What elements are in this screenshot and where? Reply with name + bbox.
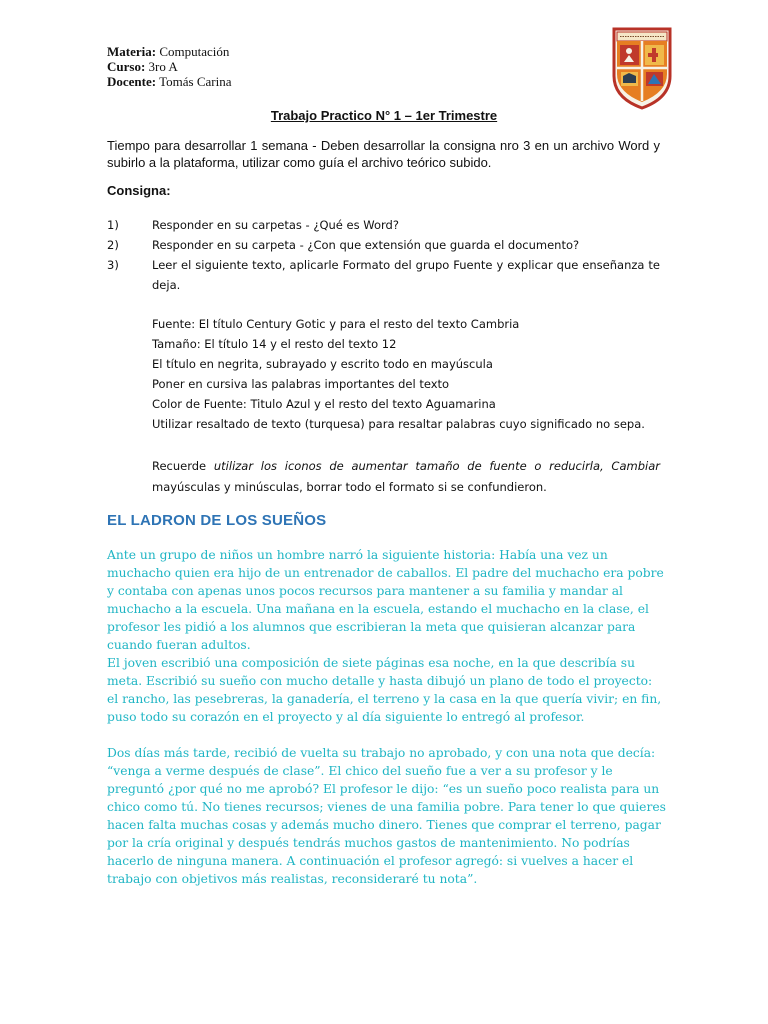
list-item: 1) Responder en su carpetas - ¿Qué es Word? bbox=[107, 218, 399, 232]
instruction-line: Fuente: El título Century Gotic y para el resto del texto Cambria bbox=[152, 317, 520, 331]
instruction-line: El título en negrita, subrayado y escrito todo en mayúscula bbox=[152, 357, 493, 371]
docente-line: Docente: Tomás Carina bbox=[107, 74, 232, 89]
curso-line: Curso: 3ro A bbox=[107, 59, 178, 74]
instruction-line: Color de Fuente: Titulo Azul y el resto del texto Aguamarina bbox=[152, 397, 496, 411]
page-title: Trabajo Practico N° 1 – 1er Trimestre bbox=[270, 108, 498, 123]
document-header bbox=[107, 44, 232, 89]
school-crest-icon bbox=[611, 26, 673, 110]
list-item: 3) Leer el siguiente texto, aplicarle Formato del grupo Fuente y explicar que enseñanza te deja. bbox=[107, 258, 660, 292]
story-paragraph: Ante un grupo de niños un hombre narró la siguiente historia: Había una vez un muchacho quien era hijo de un entrenador de caballos. El padre del muchacho era pobre y contaba con apenas unos pocos recursos para mantener a su familia y mandar al muchacho a la escuela. Una mañana en la escuela, estando el muchacho en la clase, el profesor les pidió a los alumnos que escribieran la meta que quisieran alcanzar para cuando fueran adultos. bbox=[107, 548, 664, 652]
story-paragraph: El joven escribió una composición de siete páginas esa noche, en la que describía su meta. Escribió su sueño con mucho detalle y hasta dibujó un plano de todo el proyecto: el rancho, las pesebreras, la ganadería, el terreno y la casa en la que quería vivir; en fin, puso todo su corazón en el proyecto y al día siguiente lo entregó al profesor. bbox=[107, 656, 662, 724]
question-list bbox=[107, 215, 660, 295]
story-title: EL LADRON DE LOS SUEÑOS bbox=[107, 512, 327, 529]
instruction-line: Tamaño: El título 14 y el resto del texto 12 bbox=[152, 337, 397, 351]
instruction-line: Utilizar resaltado de texto (turquesa) para resaltar palabras cuyo significado no sepa. bbox=[152, 417, 645, 431]
intro-paragraph: Tiempo para desarrollar 1 semana - Deben desarrollar la consigna nro 3 en un archivo Word y subirlo a la plataforma, utilizar como guía el archivo teórico subido. bbox=[107, 138, 660, 170]
consigna-heading: Consigna: bbox=[107, 183, 171, 198]
materia-line: Materia: Computación bbox=[107, 44, 230, 59]
reminder-paragraph: Recuerde utilizar los iconos de aumentar tamaño de fuente o reducirla, Cambiar mayúsculas y minúsculas, borrar todo el formato si se confundieron. bbox=[152, 459, 660, 494]
story-paragraph: Dos días más tarde, recibió de vuelta su trabajo no aprobado, y con una nota que decía: “venga a verme después de clase”. El chico del sueño fue a ver a su profesor y le preguntó ¿por qué no me aprobó? El profesor le dijo: “es un sueño poco realista para un chico como tú. No tienes recursos; vienes de una familia pobre. Para tener lo que quieres hacen falta muchas cosas y además mucho dinero. Tienes que comprar el terreno, pagar por la cría original y después tendrás muchos gastos de mantenimiento. No podrías hacerlo de ninguna manera. A continuación el profesor agregó: si vuelves a hacer el trabajo con objetivos más realistas, reconsideraré tu nota”. bbox=[107, 746, 666, 886]
format-instructions bbox=[152, 314, 660, 434]
instruction-line: Poner en cursiva las palabras importantes del texto bbox=[152, 377, 450, 391]
story-body bbox=[107, 546, 667, 888]
list-item: 2) Responder en su carpeta - ¿Con que extensión que guarda el documento? bbox=[107, 238, 580, 252]
